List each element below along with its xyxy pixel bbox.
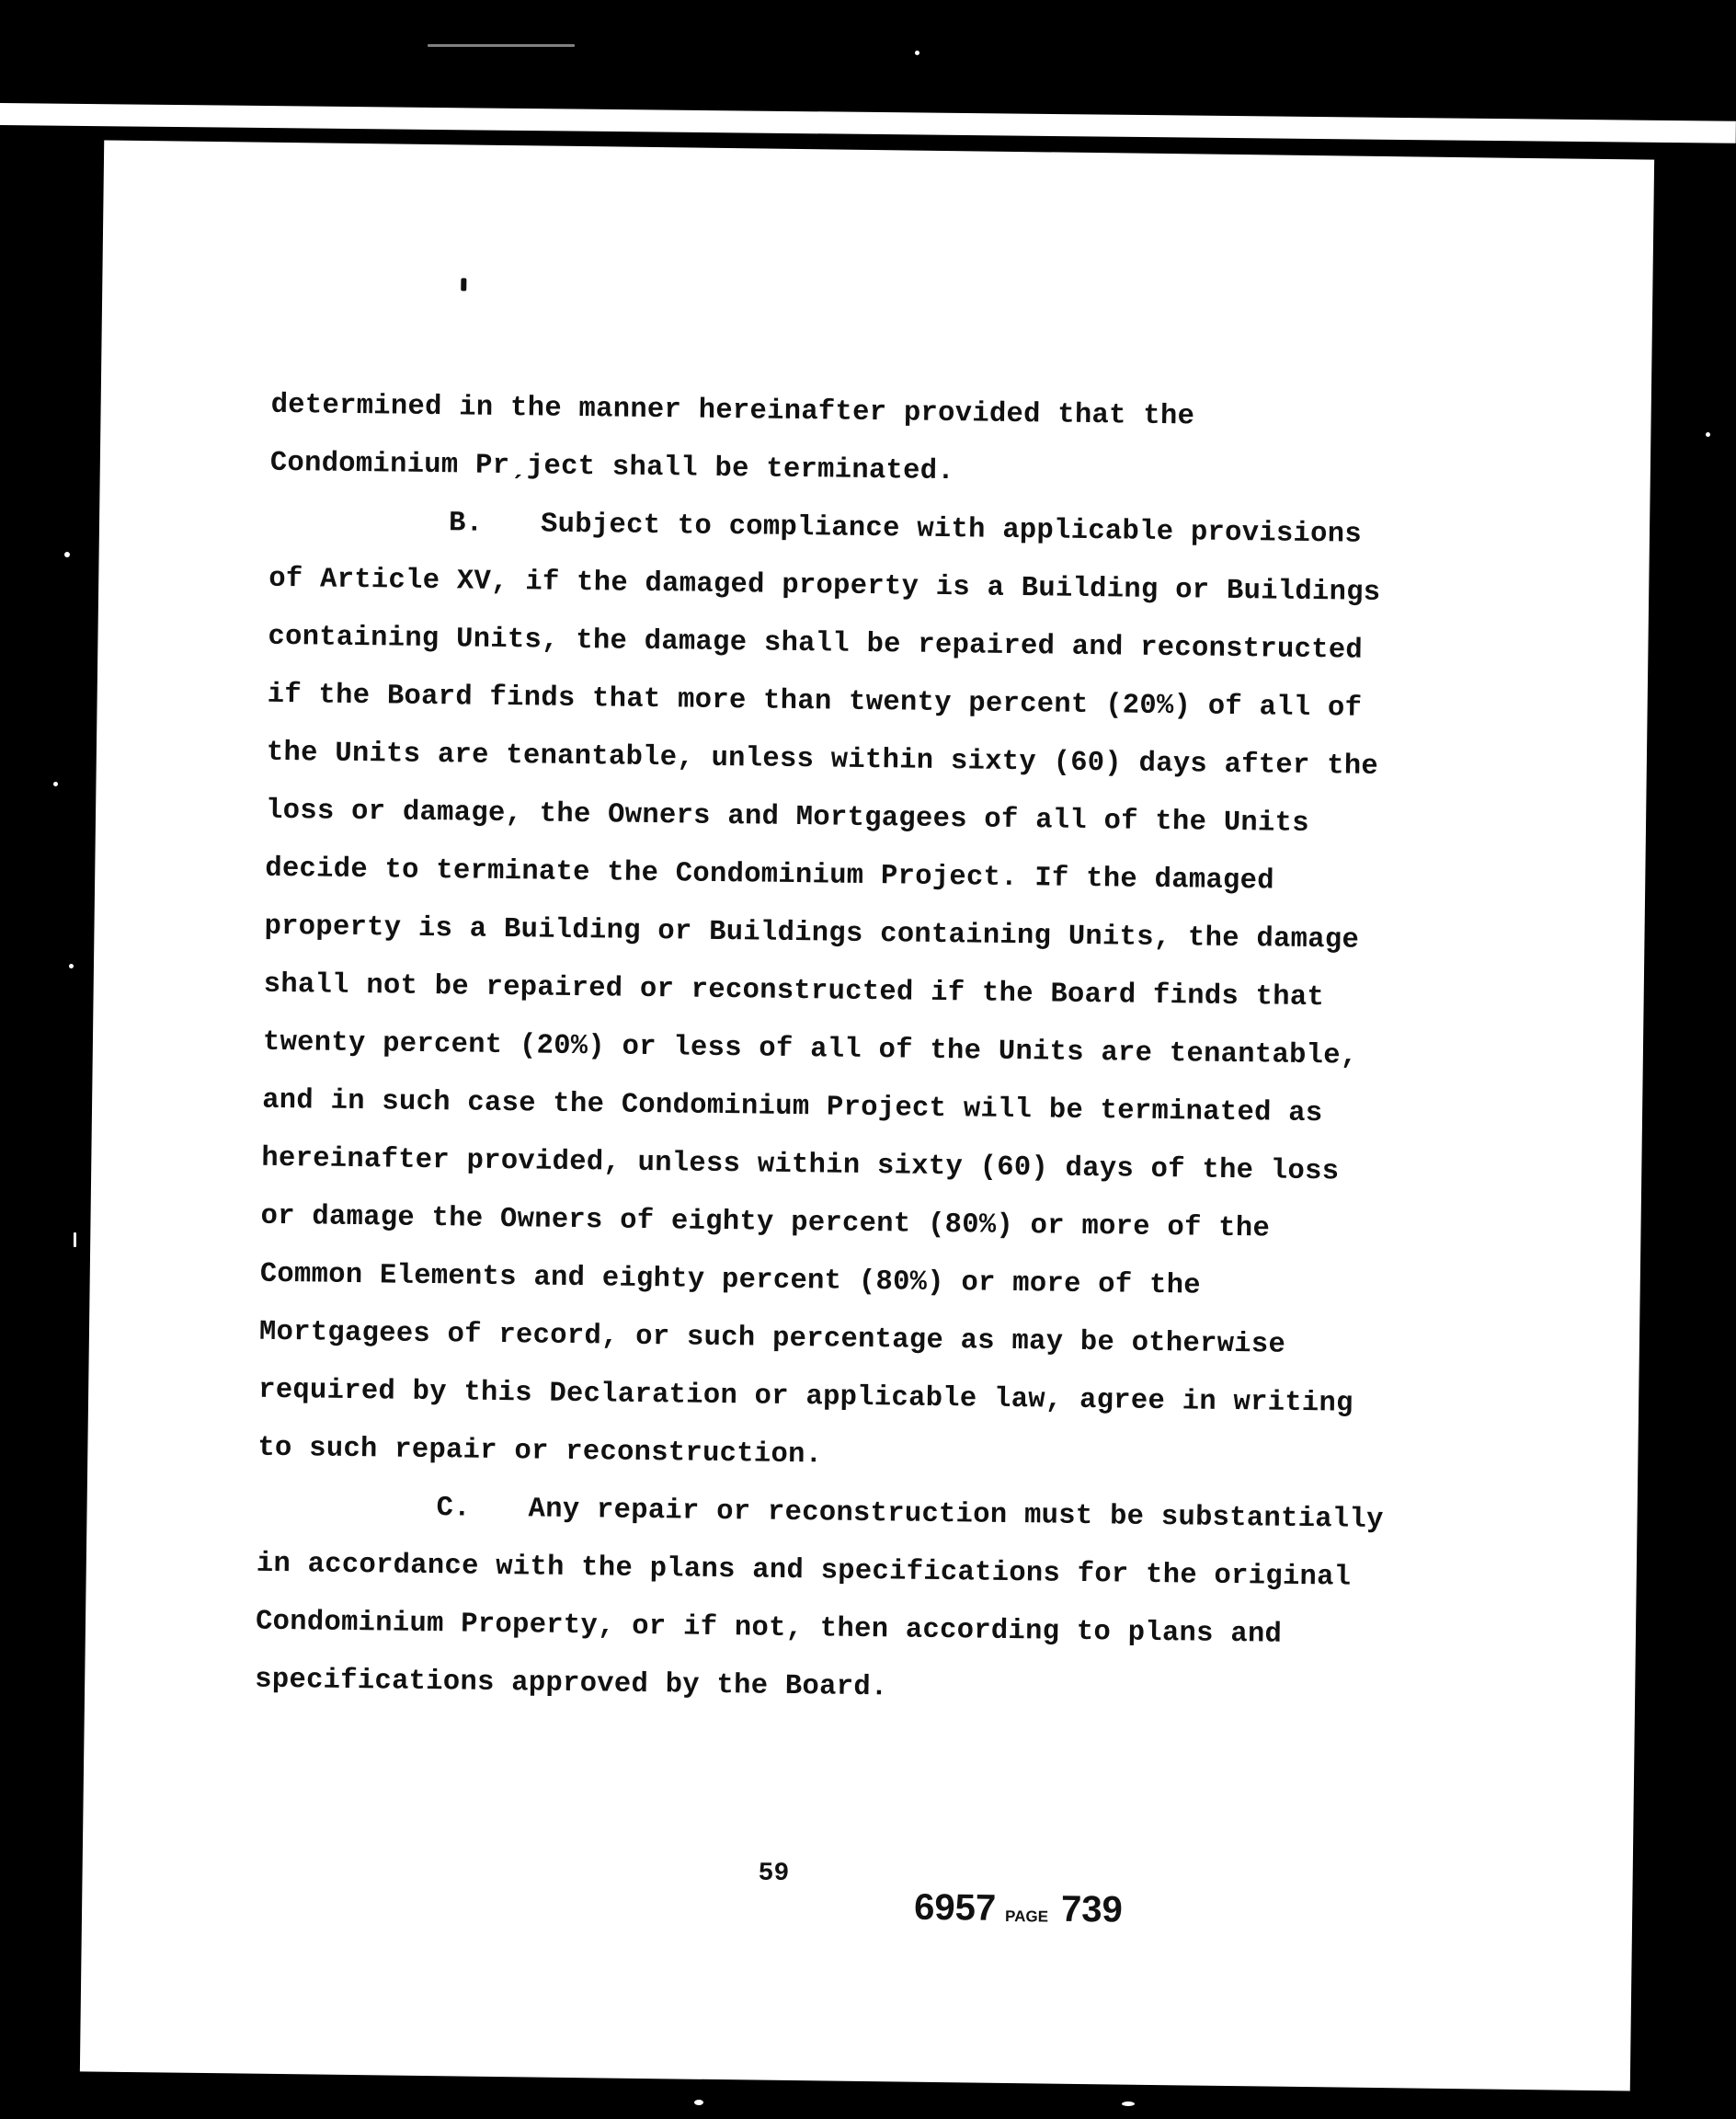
- paragraph-c-first-line-text: Any repair or reconstruction must be substantially: [528, 1494, 1384, 1537]
- text-line: in accordance with the plans and specifications for the original: [256, 1548, 1352, 1594]
- text-line: Mortgagees of record, or such percentage as may be otherwise: [258, 1316, 1286, 1361]
- scan-noise: [428, 44, 575, 47]
- scan-noise: [74, 1232, 76, 1247]
- book-page-reference: [914, 1887, 1123, 1931]
- book-number: 6957: [913, 1886, 997, 1929]
- paragraph-b-marker: B.: [448, 508, 484, 540]
- text-line: specifications approved by the Board.: [255, 1664, 888, 1704]
- text-line: the Units are tenantable, unless within sixty (60) days after the: [266, 737, 1379, 783]
- top-edge-band: [0, 103, 1736, 143]
- document-page: [80, 140, 1654, 2090]
- text-line: of Article XV, if the damaged property is a Building or Buildings: [268, 563, 1381, 609]
- scan-noise: [1706, 432, 1710, 437]
- text-line: if the Board finds that more than twenty percent (20%) of all of: [267, 679, 1363, 725]
- scan-noise: [694, 2100, 703, 2105]
- text-line: loss or damage, the Owners and Mortgagees of all of the Units: [265, 795, 1310, 841]
- book-page-number: 739: [1060, 1888, 1124, 1930]
- text-line: required by this Declaration or applicable law, agree in writing: [257, 1374, 1353, 1420]
- scan-noise: [69, 964, 74, 968]
- text-line: to such repair or reconstruction.: [257, 1432, 823, 1472]
- scan-noise: [915, 51, 919, 55]
- book-page-word: PAGE: [1004, 1907, 1049, 1926]
- scan-noise: [64, 552, 70, 557]
- document-body: [255, 377, 1457, 1724]
- text-line: shall not be repaired or reconstructed if the Board finds that: [263, 968, 1325, 1014]
- text-line: decide to terminate the Condominium Project. If the damaged: [265, 853, 1275, 898]
- text-line: containing Units, the damage shall be repaired and reconstructed: [268, 621, 1364, 667]
- paragraph-c-marker: C.: [436, 1493, 472, 1525]
- scan-noise: [53, 782, 58, 786]
- page-number: 59: [758, 1859, 790, 1888]
- text-line: Condominium Prˏject shall be terminated.: [269, 447, 955, 488]
- text-line: or damage the Owners of eighty percent (80%) or more of the: [260, 1200, 1271, 1245]
- text-line: Condominium Property, or if not, then according to plans and: [255, 1606, 1283, 1651]
- text-line: and in such case the Condominium Project will be terminated as: [261, 1084, 1323, 1130]
- stray-ink-mark: [461, 278, 466, 291]
- scan-noise: [1122, 2102, 1135, 2106]
- text-line: hereinafter provided, unless within sixty (60) days of the loss: [261, 1142, 1340, 1188]
- text-line: Common Elements and eighty percent (80%) or more of the: [259, 1258, 1202, 1302]
- text-line: determined in the manner hereinafter provided that the: [270, 389, 1195, 433]
- text-line: twenty percent (20%) or less of all of the Units are tenantable,: [262, 1026, 1358, 1072]
- paragraph-b-first-line-text: Subject to compliance with applicable provisions: [540, 509, 1363, 551]
- text-line: property is a Building or Buildings containing Units, the damage: [264, 911, 1360, 956]
